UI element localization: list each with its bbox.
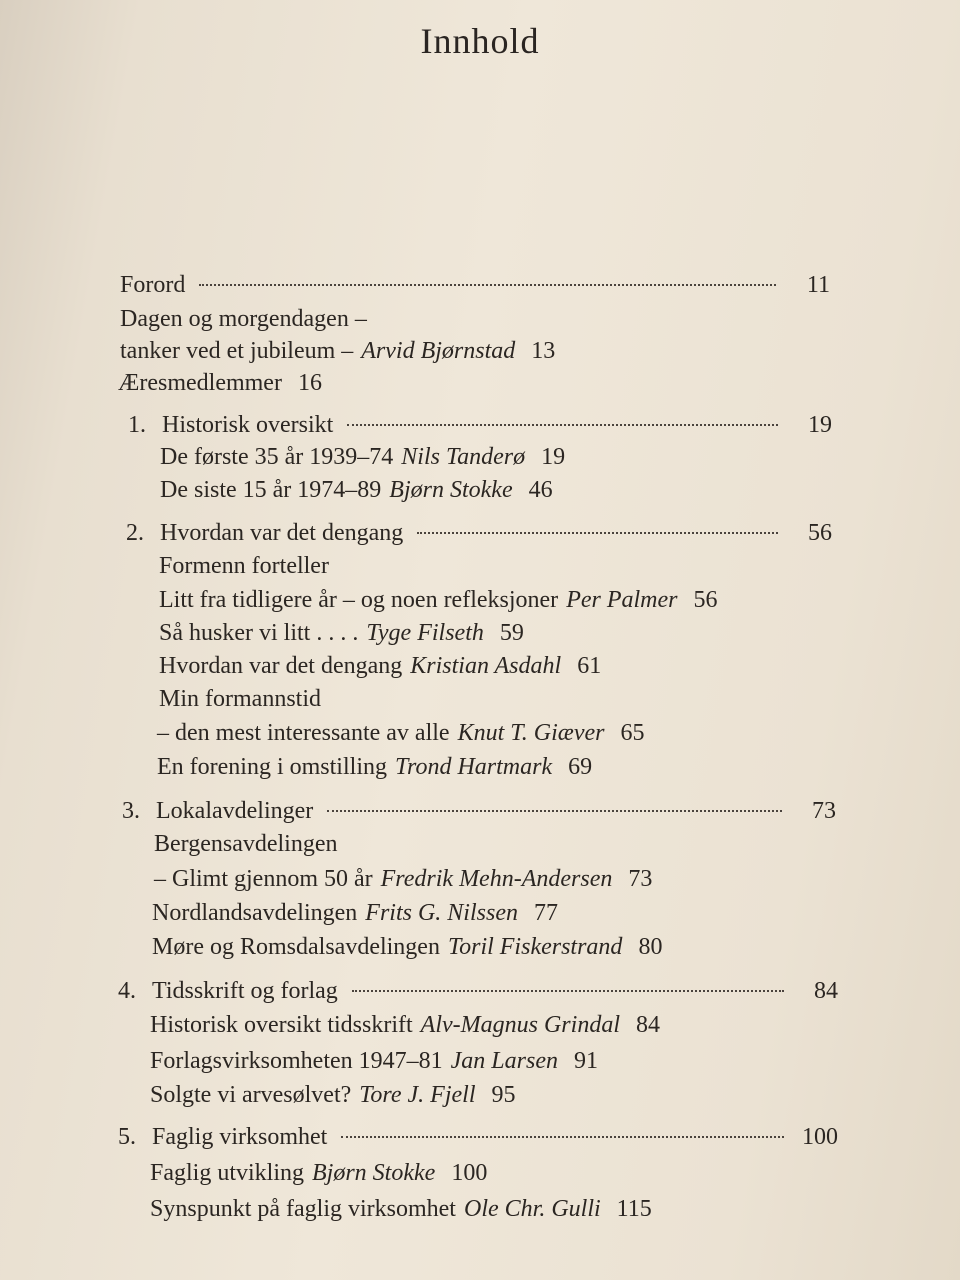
entry-text: Solgte vi arvesølvet?: [150, 1082, 352, 1108]
entry-page: 84: [814, 978, 838, 1004]
entry-page: 73: [812, 798, 836, 824]
toc-entry-forord: [120, 272, 830, 306]
toc-entry: [157, 754, 592, 788]
entry-text: Hvordan var det dengang: [160, 520, 404, 546]
page-title: Innhold: [420, 21, 540, 61]
entry-author: Nils Tanderø: [401, 444, 526, 470]
entry-author: Ole Chr. Gulli: [463, 1196, 601, 1222]
entry-text: Lokalavdelinger: [156, 798, 314, 824]
toc-entry: [120, 338, 555, 372]
toc-entry: [150, 1048, 598, 1082]
toc-entry: [152, 900, 558, 934]
entry-page: 77: [533, 900, 558, 926]
toc-entry: [154, 866, 652, 900]
entry-text: Tidsskrift og forlag: [152, 978, 338, 1004]
entry-page: 115: [616, 1196, 652, 1222]
toc-entry: [152, 934, 662, 968]
entry-author: Frits G. Nilssen: [365, 900, 518, 926]
toc-entry: [150, 1012, 660, 1046]
entry-text: – Glimt gjennom 50 år: [154, 866, 373, 892]
entry-text: Hvordan var det dengang: [159, 653, 403, 679]
entry-page: 46: [528, 477, 553, 503]
toc-entry: [120, 306, 367, 340]
entry-text: De siste 15 år 1974–89: [160, 477, 382, 503]
toc-entry: [118, 370, 322, 404]
entry-author: Alv-Magnus Grindal: [420, 1012, 620, 1038]
entry-text: Faglig utvikling: [150, 1160, 305, 1186]
entry-page: 19: [541, 444, 566, 470]
toc-entry: [150, 1160, 487, 1194]
entry-author: Tore J. Fjell: [359, 1082, 476, 1108]
toc-entry: [159, 553, 329, 587]
toc-entry: [159, 686, 321, 720]
leader-dots: [341, 1136, 784, 1138]
entry-text: Faglig virksomhet: [152, 1124, 328, 1150]
entry-text: Litt fra tidligere år – og noen refleksjoner: [159, 587, 559, 613]
entry-author: Toril Fiskerstrand: [447, 934, 623, 960]
section-number: 1.: [128, 412, 146, 438]
entry-page: 100: [451, 1160, 488, 1186]
toc-section-4: [118, 978, 838, 1012]
entry-author: Kristian Asdahl: [410, 653, 562, 679]
toc-entry: [150, 1082, 516, 1116]
entry-author: Per Palmer: [566, 587, 678, 613]
entry-page: 56: [693, 587, 718, 613]
toc-entry: [159, 653, 601, 687]
entry-text: Bergensavdelingen: [154, 831, 338, 857]
entry-page: 84: [635, 1012, 660, 1038]
entry-page: 95: [491, 1082, 516, 1108]
entry-author: Bjørn Stokke: [312, 1160, 436, 1186]
entry-page: 65: [620, 720, 645, 746]
entry-text: Min formannstid: [159, 686, 321, 712]
entry-text: Formenn forteller: [159, 553, 329, 579]
entry-page: 16: [297, 370, 322, 396]
toc-entry: [150, 1196, 652, 1230]
leader-dots: [352, 990, 784, 992]
entry-page: 80: [638, 934, 663, 960]
entry-page: 69: [568, 754, 593, 780]
entry-text: Historisk oversikt: [162, 412, 334, 438]
entry-text: De første 35 år 1939–74: [160, 444, 394, 470]
toc-entry: [160, 477, 553, 511]
entry-page: 61: [577, 653, 602, 679]
entry-page: 73: [628, 866, 653, 892]
entry-text: En forening i omstilling: [157, 754, 387, 780]
section-number: 3.: [122, 798, 140, 824]
section-number: 4.: [118, 978, 136, 1004]
entry-author: Fredrik Mehn-Andersen: [380, 866, 613, 892]
entry-page: 13: [531, 338, 556, 364]
toc-entry: [160, 444, 565, 478]
toc-entry: [159, 587, 718, 621]
toc-entry: [159, 620, 524, 654]
entry-text: tanker ved et jubileum –: [120, 338, 354, 364]
entry-text: Historisk oversikt tidsskrift: [150, 1012, 413, 1038]
entry-page: 59: [499, 620, 524, 646]
entry-text: Forord: [120, 272, 186, 298]
leader-dots: [417, 532, 778, 534]
toc-section-3: [122, 798, 836, 832]
entry-text: Æresmedlemmer: [118, 370, 282, 396]
entry-author: Trond Hartmark: [394, 754, 553, 780]
entry-author: Knut T. Giæver: [457, 720, 605, 746]
toc-section-1: [128, 412, 832, 446]
toc-entry: [154, 831, 338, 865]
leader-dots: [347, 424, 778, 426]
toc-entry: [157, 720, 644, 754]
entry-text: Nordlandsavdelingen: [152, 900, 358, 926]
entry-author: Jan Larsen: [450, 1048, 558, 1074]
section-number: 5.: [118, 1124, 136, 1150]
entry-page: 19: [808, 412, 832, 438]
entry-page: 56: [808, 520, 832, 546]
entry-page: 100: [802, 1124, 838, 1150]
leader-dots: [327, 810, 782, 812]
entry-text: Forlagsvirksomheten 1947–81: [150, 1048, 443, 1074]
entry-text: Dagen og morgendagen –: [120, 306, 367, 332]
entry-page: 11: [806, 272, 830, 298]
entry-author: Arvid Bjørnstad: [361, 338, 516, 364]
entry-page: 91: [573, 1048, 598, 1074]
toc-section-2: [126, 520, 832, 554]
entry-author: Bjørn Stokke: [389, 477, 513, 503]
section-number: 2.: [126, 520, 144, 546]
entry-author: Tyge Filseth: [366, 620, 484, 646]
entry-text: Møre og Romsdalsavdelingen: [152, 934, 440, 960]
entry-text: Så husker vi litt . . . .: [159, 620, 359, 646]
leader-dots: [199, 284, 776, 286]
entry-text: Synspunkt på faglig virksomhet: [150, 1196, 456, 1222]
entry-text: – den mest interessante av alle: [157, 720, 450, 746]
toc-section-5: [118, 1124, 838, 1158]
